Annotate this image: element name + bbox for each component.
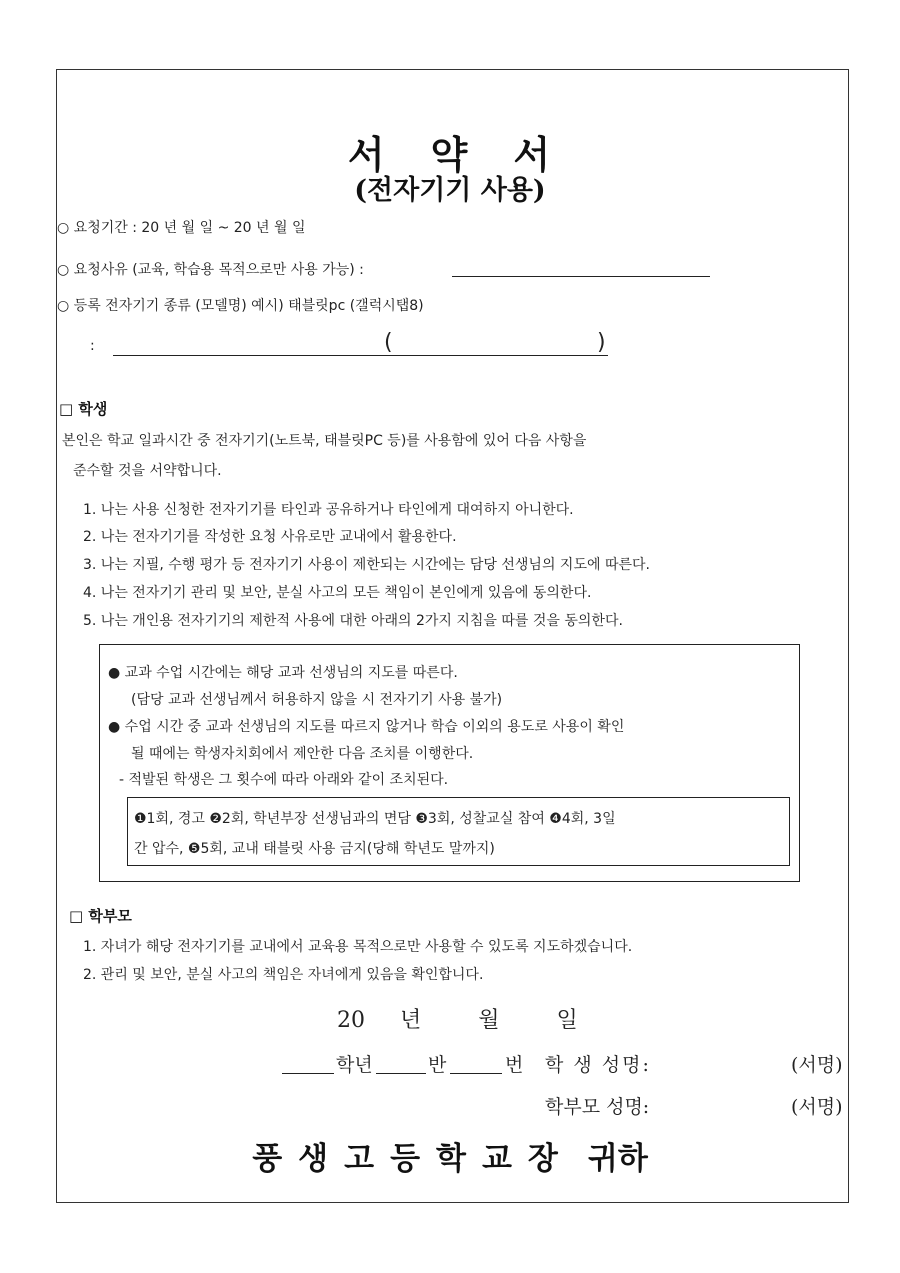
- footer-char: 교: [481, 1141, 512, 1177]
- footer-char: 풍: [252, 1141, 283, 1177]
- student-heading: □ 학생: [59, 400, 108, 418]
- parent-heading: □ 학부모: [69, 907, 132, 925]
- device-colon: :: [90, 338, 95, 354]
- reason-underline: [452, 276, 710, 277]
- class-blank: [376, 1073, 426, 1074]
- penalty-line-1: ❶1회, 경고 ❷2회, 학년부장 선생님과의 면담 ❸3회, 성찰교실 참여 ❹4회, 3일: [134, 811, 616, 827]
- student-name-label: 학 생 성명:: [545, 1054, 651, 1076]
- parent-name-label: 학부모 성명:: [545, 1096, 650, 1118]
- student-item: 1. 나는 사용 신청한 전자기기를 타인과 공유하거나 타인에게 대여하지 아니한다.: [83, 502, 574, 518]
- title-char: 약: [430, 132, 470, 177]
- grade-blank: [282, 1073, 334, 1074]
- parent-item: 1. 자녀가 해당 전자기기를 교내에서 교육용 목적으로만 사용할 수 있도록 지도하겠습니다.: [83, 939, 633, 955]
- paren-open: (: [384, 330, 393, 355]
- footer-char: 등: [390, 1141, 421, 1177]
- footer-char: 고: [344, 1141, 375, 1177]
- guideline-note: - 적발된 학생은 그 횟수에 따라 아래와 같이 조치된다.: [119, 772, 449, 788]
- request-reason: ○ 요청사유 (교육, 학습용 목적으로만 사용 가능) :: [57, 262, 364, 278]
- parent-sign-mark: (서명): [791, 1096, 843, 1118]
- title-char: 서: [513, 132, 553, 177]
- grade-label: 학년: [336, 1054, 373, 1076]
- number-label: 번: [505, 1054, 524, 1076]
- student-sign-mark: (서명): [791, 1054, 843, 1076]
- school-principal: [0, 1133, 900, 1178]
- student-item: 4. 나는 전자기기 관리 및 보안, 분실 사고의 모든 책임이 본인에게 있음에 동의한다.: [83, 585, 592, 601]
- paren-close: ): [597, 330, 606, 355]
- class-label: 반: [428, 1054, 447, 1076]
- guideline-bullet-2-cont: 될 때에는 학생자치회에서 제안한 다음 조치를 이행한다.: [131, 746, 474, 762]
- date-year-label: 년: [400, 1008, 422, 1033]
- title-char: 서: [347, 132, 387, 177]
- student-item: 5. 나는 개인용 전자기기의 제한적 사용에 대한 아래의 2가지 지침을 따를 것을 동의한다.: [83, 613, 623, 629]
- device-underline: [113, 355, 608, 356]
- footer-char: 학: [436, 1141, 466, 1177]
- signature-date: [337, 1003, 578, 1034]
- penalty-line-2: 간 압수, ❺5회, 교내 태블릿 사용 금지(당해 학년도 말까지): [134, 841, 495, 857]
- footer-char: 귀하: [587, 1141, 648, 1177]
- number-blank: [450, 1073, 502, 1074]
- date-month-label: 월: [478, 1008, 500, 1033]
- student-item: 3. 나는 지필, 수행 평가 등 전자기기 사용이 제한되는 시간에는 담당 선생님의 지도에 따른다.: [83, 557, 650, 573]
- guideline-bullet-2: ● 수업 시간 중 교과 선생님의 지도를 따르지 않거나 학습 이외의 용도로 사용이 확인: [108, 719, 625, 735]
- request-period: ○ 요청기간 : 20 년 월 일 ~ 20 년 월 일: [57, 220, 306, 236]
- footer-char: 생: [298, 1141, 329, 1177]
- date-day-label: 일: [556, 1008, 578, 1033]
- student-item: 2. 나는 전자기기를 작성한 요청 사유로만 교내에서 활용한다.: [83, 529, 457, 545]
- guideline-bullet-1-sub: (담당 교과 선생님께서 허용하지 않을 시 전자기기 사용 불가): [131, 692, 503, 708]
- device-type: ○ 등록 전자기기 종류 (모델명) 예시) 태블릿pc (갤럭시탭8): [57, 298, 424, 314]
- footer-char: 장: [527, 1141, 558, 1177]
- parent-item: 2. 관리 및 보안, 분실 사고의 책임은 자녀에게 있음을 확인합니다.: [83, 967, 484, 983]
- student-intro-2: 준수할 것을 서약합니다.: [73, 463, 222, 479]
- date-year: 20: [337, 1008, 365, 1033]
- guideline-bullet-1: ● 교과 수업 시간에는 해당 교과 선생님의 지도를 따른다.: [108, 665, 458, 681]
- student-intro-1: 본인은 학교 일과시간 중 전자기기(노트북, 태블릿PC 등)를 사용함에 있어 다음 사항을: [62, 433, 587, 449]
- document-subtitle: (전자기기 사용): [354, 175, 546, 206]
